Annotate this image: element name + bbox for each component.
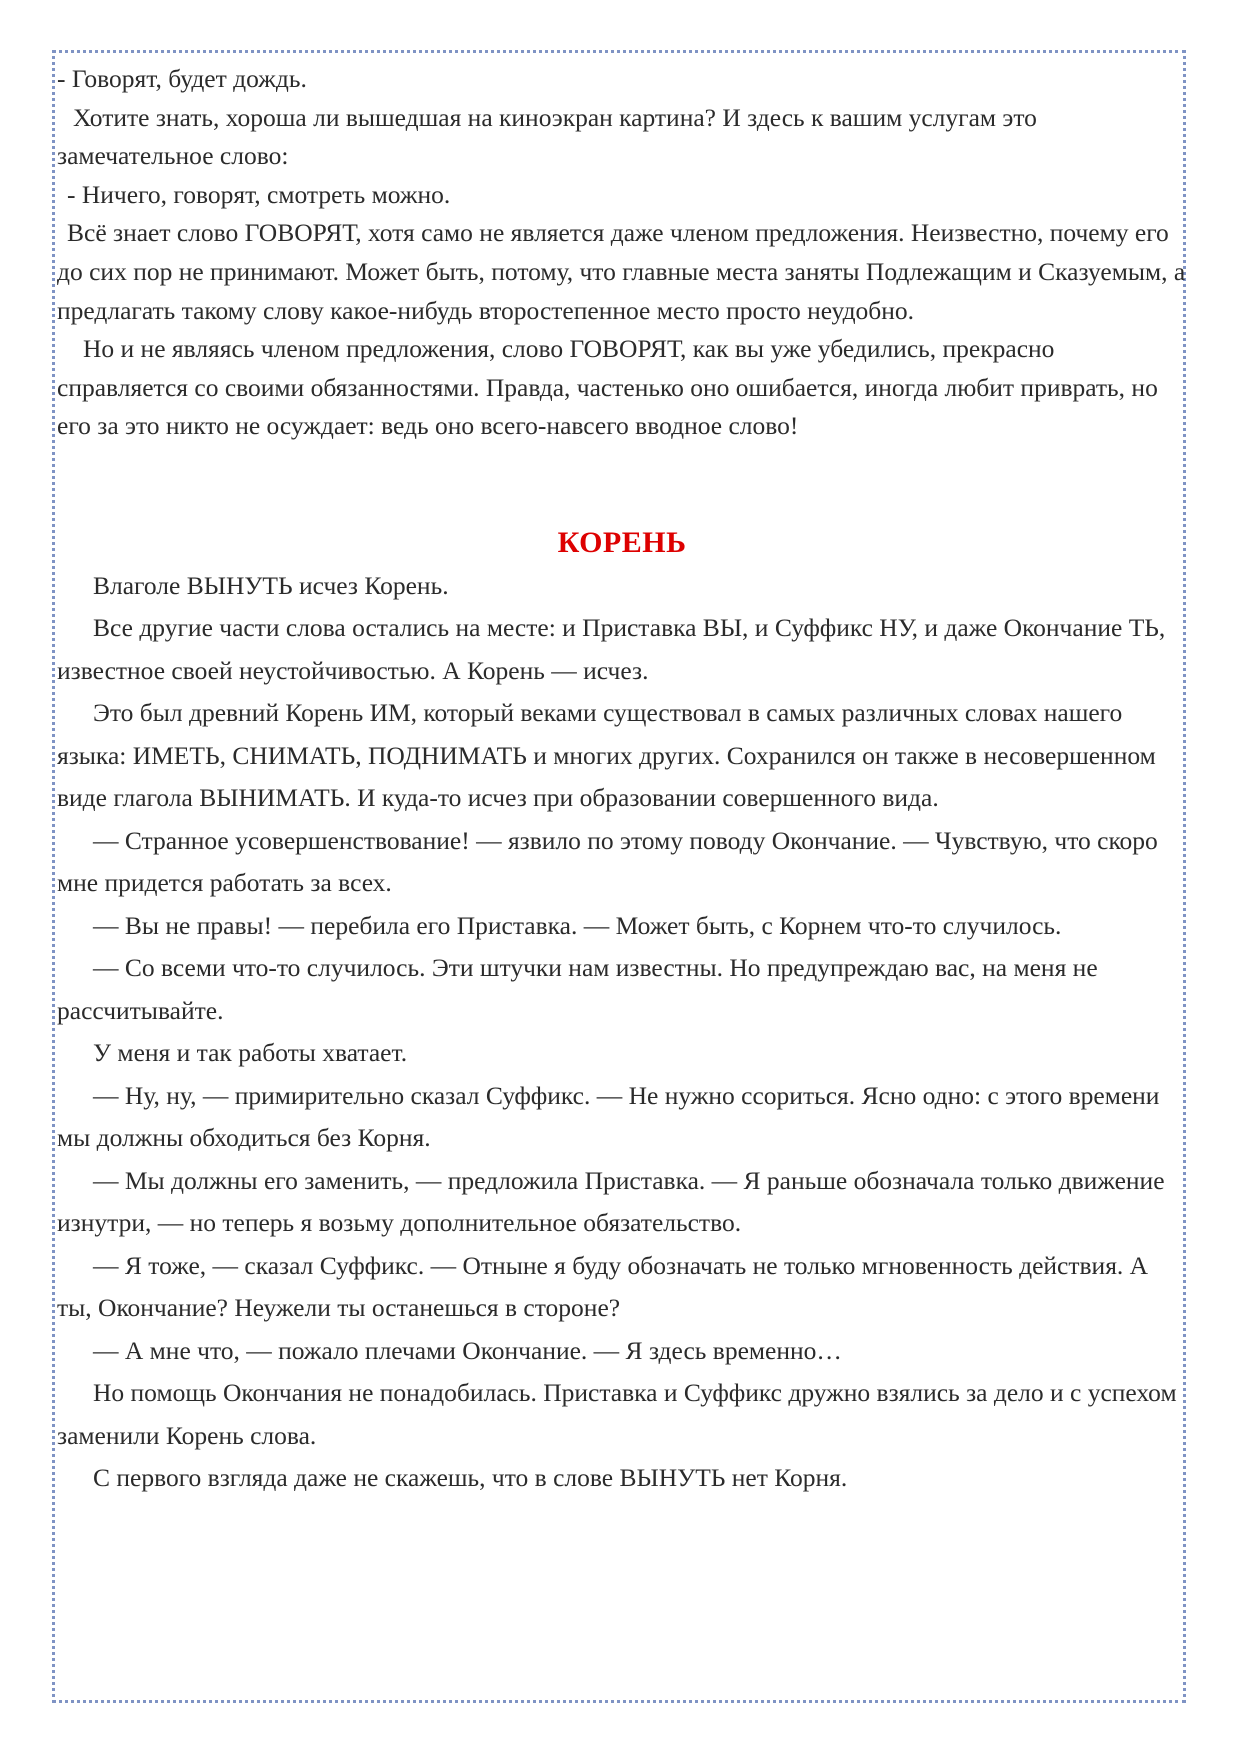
paragraph: — Странное усовершенствование! — язвило по этому поводу Окончание. — Чувствую, что скоро мне придется работать за всех. bbox=[57, 825, 1158, 898]
paragraph: - Говорят, будет дождь. bbox=[57, 64, 307, 93]
paragraph: — А мне что, — пожало плечами Окончание. — Я здесь временно… bbox=[93, 1335, 842, 1365]
story-title: КОРЕНЬ bbox=[557, 525, 687, 559]
paragraph: Всё знает слово ГОВОРЯТ, хотя само не является даже членом предложения. Неизвестно, почему его до сих пор не принимают. Может быть, потому, что главные места заняты Подлежащим и Сказуемым, а предлагать такому слову какое-нибудь второстепенное место просто неудобно. bbox=[57, 218, 1186, 325]
paragraph: Это был древний Корень ИМ, который веками существовал в самых различных словах нашего языка: ИМЕТЬ, СНИМАТЬ, ПОДНИМАТЬ и многих других. Сохранился он также в несовершенном виде глагола ВЫНИМАТЬ. И куда-то исчез при образовании совершенного вида. bbox=[57, 698, 1156, 813]
paragraph: — Я тоже, — сказал Суффикс. — Отныне я буду обозначать не только мгновенность действия. А ты, Окончание? Неужели ты останешься в стороне? bbox=[57, 1250, 1149, 1323]
paragraph: Влаголе ВЫНУТЬ исчез Корень. bbox=[93, 570, 449, 600]
paragraph: Хотите знать, хороша ли вышедшая на киноэкран картина? И здесь к вашим услугам это замечательное слово: bbox=[57, 102, 1037, 171]
intro-section bbox=[57, 60, 1187, 446]
story-section bbox=[57, 565, 1187, 1500]
paragraph: Но помощь Окончания не понадобилась. Приставка и Суффикс дружно взялись за дело и с успехом заменили Корень слова. bbox=[57, 1378, 1177, 1450]
paragraph: — Со всеми что-то случилось. Эти штучки нам известны. Но предупреждаю вас, на меня не рассчитывайте. bbox=[57, 953, 1098, 1025]
paragraph: С первого взгляда даже не скажешь, что в слове ВЫНУТЬ нет Корня. bbox=[93, 1463, 848, 1493]
paragraph: Но и не являясь членом предложения, слово ГОВОРЯТ, как вы уже убедились, прекрасно справляется со своими обязанностями. Правда, частенько оно ошибается, иногда любит приврать, но его за это никто не осуждает: ведь оно всего-навсего вводное слово! bbox=[57, 334, 1158, 441]
page-content bbox=[57, 60, 1187, 1500]
paragraph: - Ничего, говорят, смотреть можно. bbox=[67, 179, 451, 209]
paragraph: — Вы не правы! — перебила его Приставка. — Может быть, с Корнем что-то случилось. bbox=[93, 910, 1062, 940]
paragraph: У меня и так работы хватает. bbox=[93, 1038, 408, 1068]
paragraph: — Ну, ну, — примирительно сказал Суффикс. — Не нужно ссориться. Ясно одно: с этого времени мы должны обходиться без Корня. bbox=[57, 1080, 1160, 1153]
paragraph: — Мы должны его заменить, — предложила Приставка. — Я раньше обозначала только движение изнутри, — но теперь я возьму дополнительное обязательство. bbox=[57, 1165, 1165, 1238]
paragraph: Все другие части слова остались на месте: и Приставка ВЫ, и Суффикс НУ, и даже Окончание ТЬ, известное своей неустойчивостью. А Корень — исчез. bbox=[57, 613, 1166, 685]
